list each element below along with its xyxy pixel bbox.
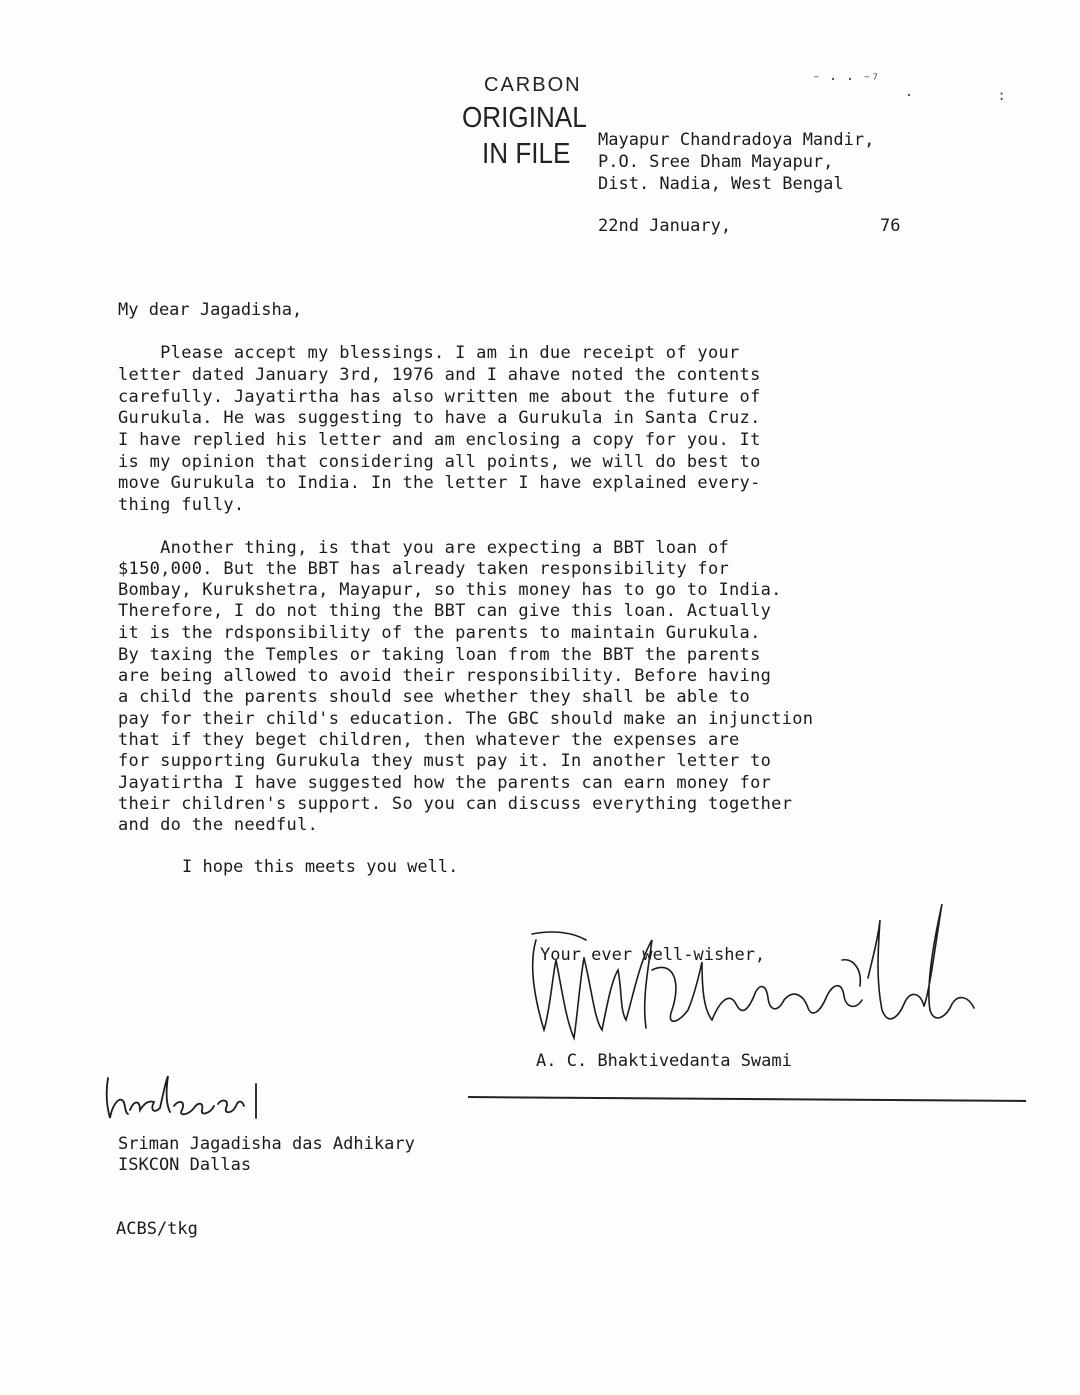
- signature-rule: [468, 1096, 1026, 1102]
- recipient-location: ISKCON Dallas: [118, 1155, 252, 1175]
- paragraph-line: their children's support. So you can discuss everything together: [118, 794, 793, 814]
- paragraph-line: $150,000. But the BBT has already taken responsibility for: [118, 559, 730, 579]
- paragraph-line: letter dated January 3rd, 1976 and I ahave noted the contents: [118, 365, 761, 385]
- paragraph-line: for supporting Gurukula they must pay it. In another letter to: [118, 751, 772, 771]
- valediction: Your ever well-wisher,: [540, 945, 766, 965]
- reference-initials: ACBS/tkg: [116, 1219, 198, 1239]
- paragraph-line: Jayatirtha I have suggested how the parents can earn money for: [118, 773, 772, 793]
- paragraph-line: that if they beget children, then whatever the expenses are: [118, 730, 740, 750]
- paragraph-line: are being allowed to avoid their responsibility. Before having: [118, 666, 772, 686]
- paragraph-line: Gurukula. He was suggesting to have a Gurukula in Santa Cruz.: [118, 408, 761, 428]
- paragraph-line: and do the needful.: [118, 815, 319, 835]
- paragraph-line: carefully. Jayatirtha has also written me about the future of: [118, 387, 761, 407]
- salutation: My dear Jagadisha,: [118, 300, 303, 320]
- signer-name: A. C. Bhaktivedanta Swami: [536, 1051, 792, 1071]
- sender-address-line: Mayapur Chandradoya Mandir,: [598, 130, 875, 150]
- sender-address-line: P.O. Sree Dham Mayapur,: [598, 152, 834, 172]
- paragraph-line: thing fully.: [118, 495, 245, 515]
- paragraph-line: is my opinion that considering all points, we will do best to: [118, 452, 761, 472]
- closing-line: I hope this meets you well.: [182, 857, 459, 877]
- paragraph-line: it is the rdsponsibility of the parents to maintain Gurukula.: [118, 623, 761, 643]
- sender-address-line: Dist. Nadia, West Bengal: [598, 174, 844, 194]
- recipient-name: Sriman Jagadisha das Adhikary: [118, 1134, 415, 1154]
- paragraph-line: move Gurukula to India. In the letter I have explained every-: [118, 473, 761, 493]
- in-file-stamp: IN FILE: [482, 138, 571, 170]
- original-stamp: ORIGINAL: [462, 102, 587, 134]
- letter-date: 22nd January,: [598, 216, 732, 236]
- carbon-stamp: CARBON: [484, 74, 582, 96]
- paragraph-line: Therefore, I do not thing the BBT can give this loan. Actually: [118, 601, 772, 621]
- paragraph-line: a child the parents should see whether they shall be able to: [118, 687, 751, 707]
- paragraph-line: pay for their child's education. The GBC should make an injunction: [118, 709, 814, 729]
- paragraph-line: Another thing, is that you are expecting a BBT loan of: [118, 538, 730, 558]
- paragraph-line: Please accept my blessings. I am in due receipt of your: [118, 343, 740, 363]
- handwritten-signature: [522, 900, 992, 1060]
- paragraph-line: I have replied his letter and am enclosing a copy for you. It: [118, 430, 761, 450]
- paragraph-line: By taxing the Temples or taking loan from the BBT the parents: [118, 645, 761, 665]
- letter-year: 76: [880, 216, 901, 236]
- paragraph-line: Bombay, Kurukshetra, Mayapur, so this money has to go to India.: [118, 580, 782, 600]
- scan-specks: ⁻ · · ⁻⁷ · :: [812, 72, 1006, 104]
- enclosure-handwriting: [100, 1070, 270, 1125]
